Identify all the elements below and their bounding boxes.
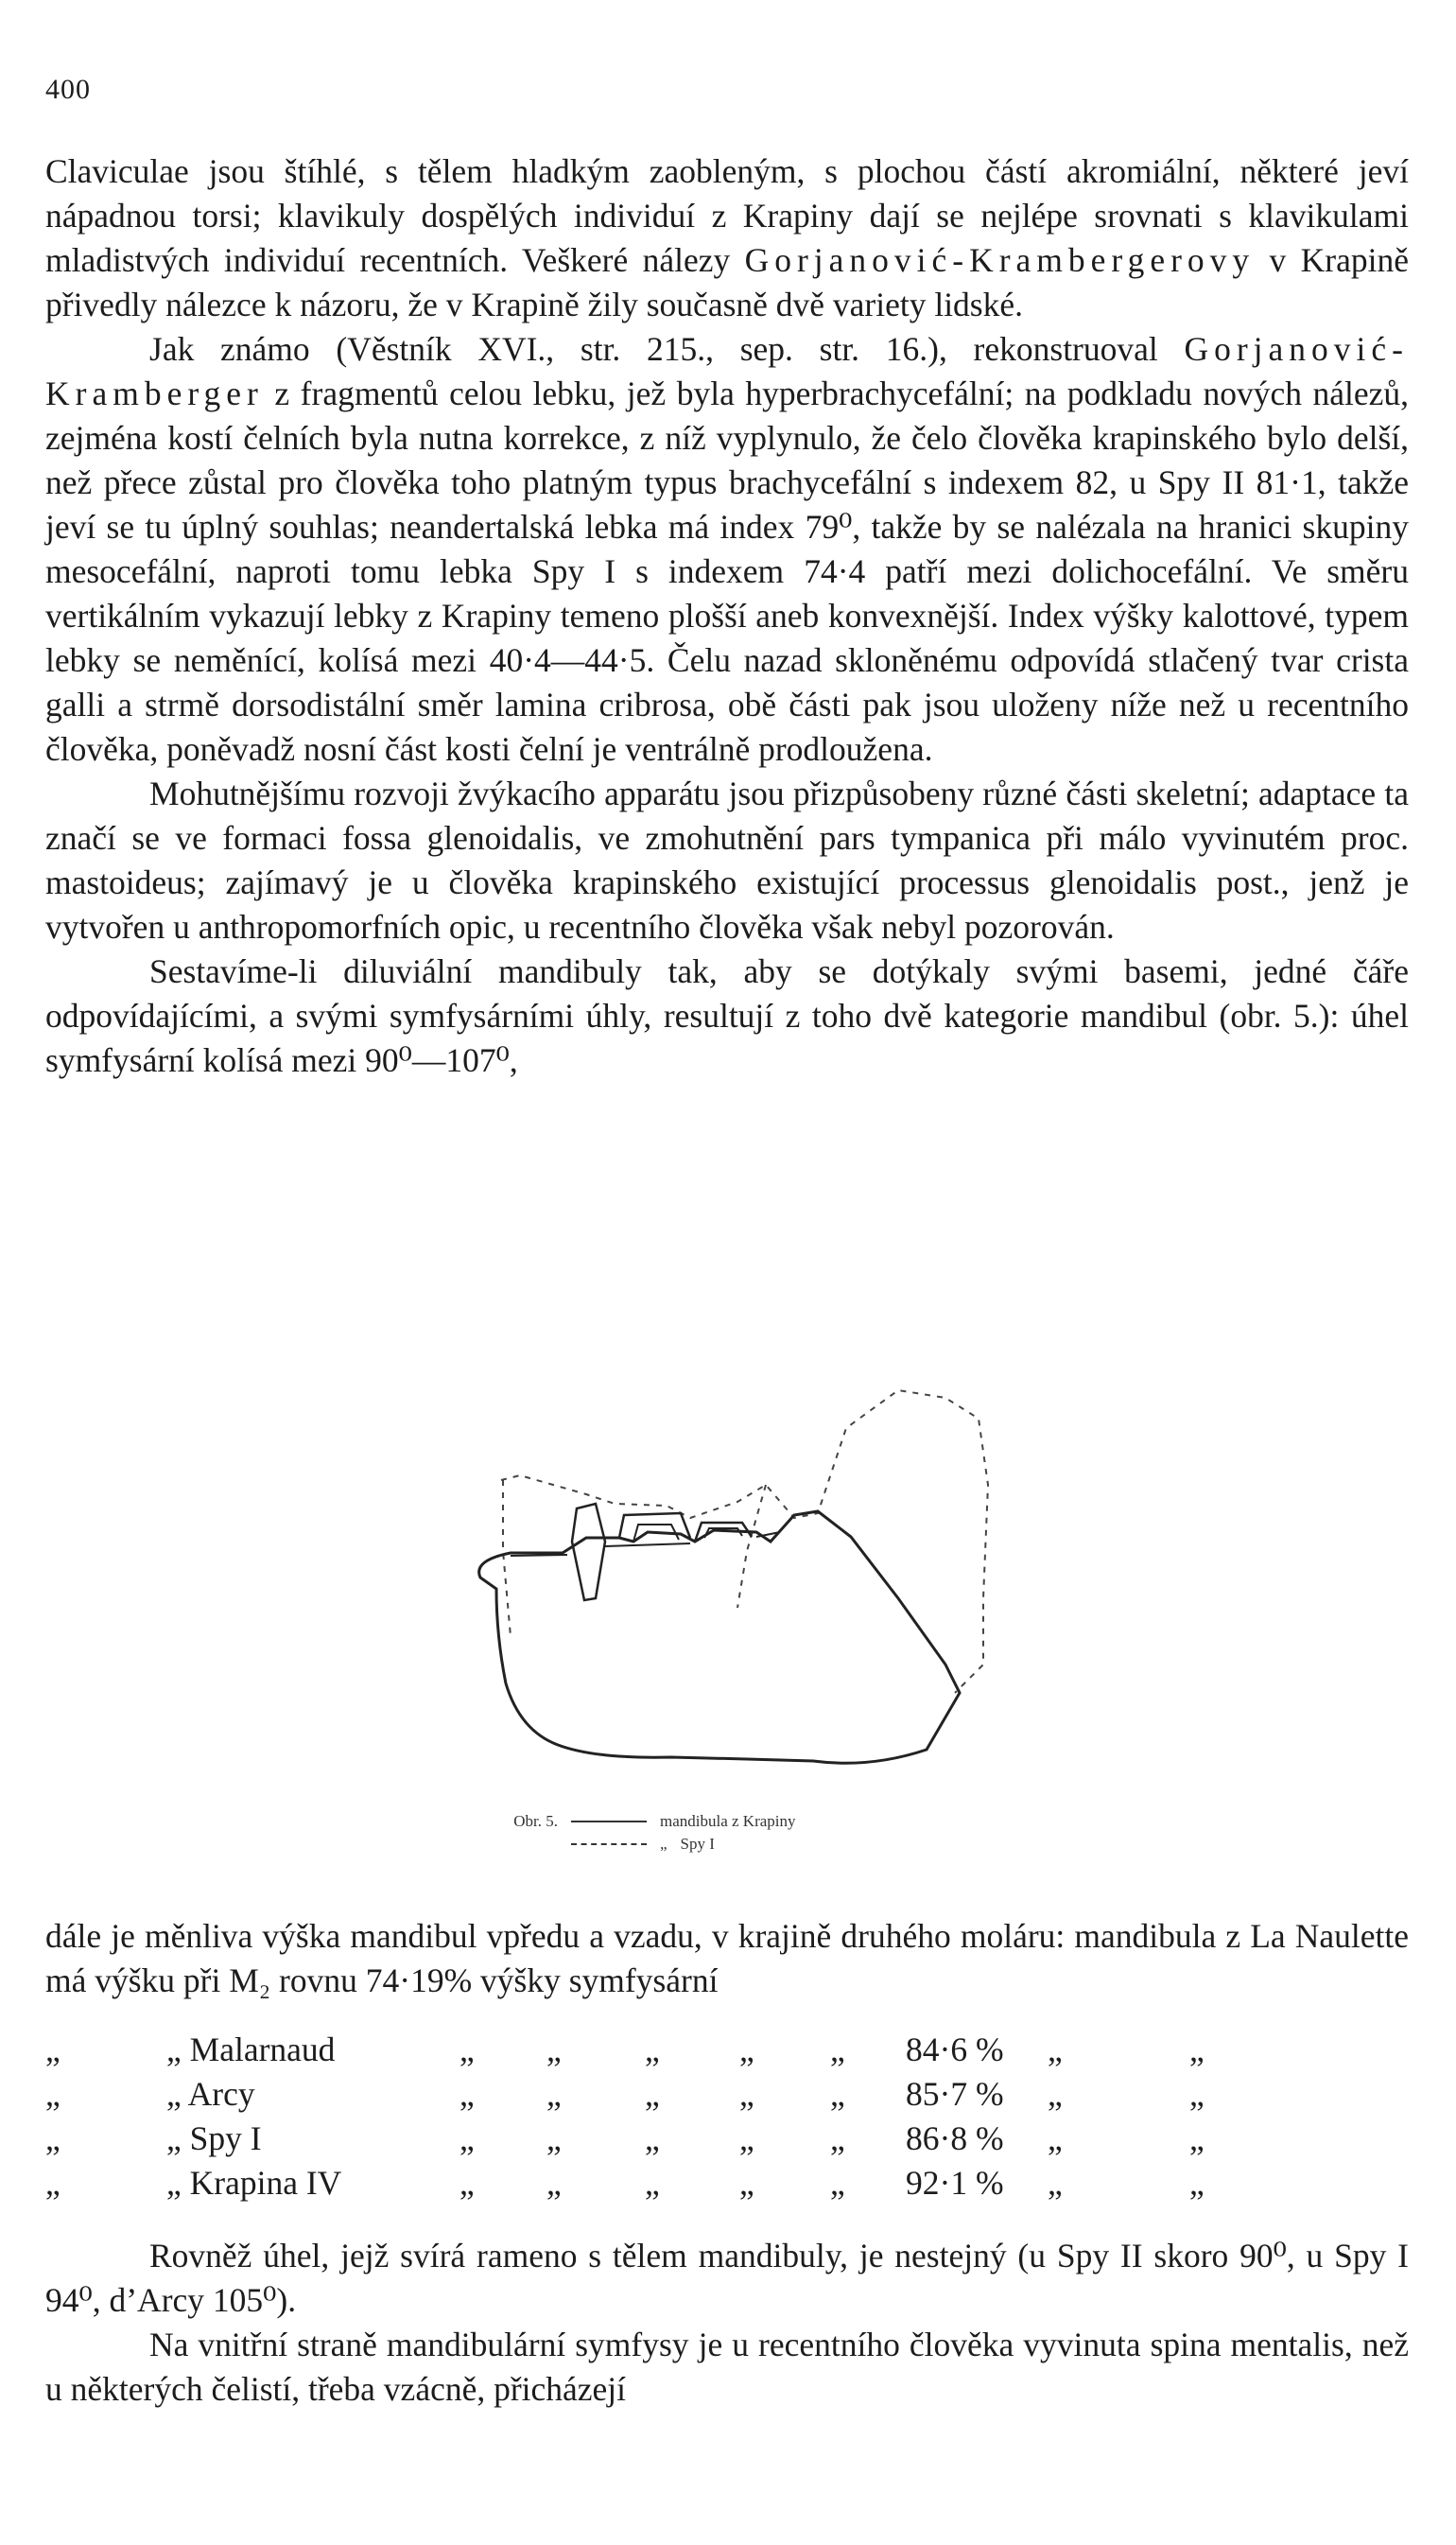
ditto-mark: „ (1048, 2075, 1063, 2113)
text-block-after-figure (45, 1914, 1409, 2003)
text-run: Jak známo (Věstník XVI., str. 215., sep. str. 16.), rekonstruoval (149, 330, 1185, 368)
ditto-site-name: „ Krapina IV (166, 2164, 342, 2202)
ditto-site-name: „ Malarnaud (166, 2031, 336, 2068)
paragraph-reconstruction (45, 327, 1409, 772)
paragraph-spina-mentalis: Na vnitřní straně mandibulární symfysy je u recentního člověka vyvinuta spina mentalis, než u některých čelistí, třeba vzácně, přicházejí (45, 2326, 1409, 2408)
ditto-table (45, 2028, 1409, 2205)
legend-dashed-ditto: „ (660, 1835, 667, 1853)
ditto-mark: „ (546, 2031, 562, 2068)
ditto-value: 84·6 % (906, 2031, 1004, 2068)
text-run: Mohutnějšímu rozvoji žvýkacího apparátu jsou přizpůsobeny různé části skeletní; adaptace ta značí se ve formaci fossa glenoidalis, ve zmohutnění pars tympanica při málo vyvinutém proc. mastoideus; zajímavý je u člověka krapinského existující processus glenoidalis post., jenž je vytvořen u anthropomorfních opic, u recentního člověka však nebyl pozorován. (45, 775, 1409, 946)
page-number: 400 (45, 74, 91, 105)
ditto-mark: „ (546, 2119, 562, 2157)
ditto-mark: „ (739, 2164, 754, 2202)
ditto-mark: „ (739, 2119, 754, 2157)
text-run: z fragmentů celou lebku, jež byla hyperbrachycefální; na podkladu nových nálezů, zejména kostí čelních byla nutna korrekce, z níž vyplynulo, že čelo člověka krapinského bylo delší, než přece zůstal pro člověka toho platným typus brachycefální s indexem 82, u Spy II 81·1, takže jeví se tu úplný souhlas; neandertalská lebka má index 79⁰, takže by se nalézala na hranici skupiny mesocefální, naproti tomu lebka Spy I s indexem 74·4 patří mezi dolichocefální. Ve směru vertikálním vykazují lebky z Krapiny temeno plošší aneb konvexnější. Index výšky kalottové, typem lebky se neměnící, kolísá mezi 40·4—44·5. Čelu nazad skloněnému odpovídá stlačený tvar crista galli a strmě dorsodistální směr lamina cribrosa, obě části pak jsou uloženy níže než u recentního člověka, poněvadž nosní část kosti čelní je ventrálně prodloužena. (45, 375, 1409, 768)
spy-i-dashed-ramus (737, 1485, 766, 1608)
paragraph-mandible-height: dále je měnliva výška mandibul vpředu a vzadu, v krajině druhého moláru: mandibula z La Naulette má výšku při M₂ rovnu 74·19% výšky symfysární (45, 1917, 1409, 1999)
tooth-incisor (572, 1504, 605, 1600)
ditto-mark: „ (1189, 2031, 1205, 2068)
paragraph-mandibles (45, 950, 1409, 1083)
ditto-mark: „ (830, 2075, 845, 2113)
legend-dashed-text: Spy I (680, 1835, 715, 1853)
ditto-mark: „ (459, 2031, 475, 2068)
ditto-mark: „ (546, 2164, 562, 2202)
ditto-mark: „ (45, 2119, 61, 2157)
legend-solid-text: mandibula z Krapiny (660, 1812, 796, 1830)
author-name-spaced: Gorjanović-Kramberger (45, 330, 1409, 412)
ditto-mark: „ (739, 2075, 754, 2113)
ditto-mark: „ (1189, 2075, 1205, 2113)
ditto-row (45, 2161, 1409, 2205)
caption-row-solid (501, 1810, 796, 1833)
text-run: Claviculae jsou štíhlé, s tělem hladkým zaobleným, s plochou částí akromiální, některé jeví nápadnou torsi; klavikuly dospělých individuí z Krapiny dají se nejlépe srovnati s klavikulami mladistvých individuí recentních. Veškeré nálezy (45, 152, 1409, 279)
ditto-mark: „ (45, 2075, 61, 2113)
text-run: v Krapině přivedly nálezce k názoru, že v Krapině žily současně dvě variety lidské. (45, 241, 1409, 323)
ditto-mark: „ (45, 2031, 61, 2068)
ditto-value: 92·1 % (906, 2164, 1004, 2202)
ditto-mark: „ (1048, 2164, 1063, 2202)
mandible-outline-figure (454, 1352, 1040, 1835)
ditto-row (45, 2028, 1409, 2072)
legend-dashed-line (571, 1843, 647, 1845)
author-name-spaced: Gorjanović-Krambergerovy (744, 241, 1256, 279)
ditto-mark: „ (830, 2164, 845, 2202)
legend-solid-line (571, 1821, 647, 1822)
ditto-mark: „ (1048, 2119, 1063, 2157)
ditto-site-name: „ Arcy (166, 2075, 255, 2113)
paragraph-claviculae (45, 149, 1409, 327)
ditto-mark: „ (1189, 2164, 1205, 2202)
ditto-row (45, 2072, 1409, 2117)
ditto-mark: „ (45, 2164, 61, 2202)
ditto-mark: „ (645, 2031, 660, 2068)
figure-caption (501, 1810, 796, 1856)
caption-row-dashed (501, 1833, 796, 1856)
spy-i-dashed-outline (501, 1390, 988, 1693)
ditto-site-name: „ Spy I (166, 2119, 262, 2157)
ditto-mark: „ (739, 2031, 754, 2068)
paragraph-chewing-apparatus (45, 772, 1409, 950)
text-run: Sestavíme-li diluviální mandibuly tak, aby se dotýkaly svými basemi, jedné čáře odpovídajícími, a svými symfysárními úhly, resultují z toho dvě kategorie mandibul (obr. 5.): úhel symfysární kolísá mezi 90⁰—107⁰, (45, 952, 1409, 1079)
paragraph-ramus-angle: Rovněž úhel, jejž svírá rameno s tělem mandibuly, je nestejný (u Spy II skoro 90⁰, u Spy I 94⁰, d’Arcy 105⁰). (45, 2237, 1409, 2319)
caption-label: Obr. 5. (513, 1812, 558, 1830)
ditto-mark: „ (645, 2164, 660, 2202)
ditto-value: 86·8 % (906, 2119, 1004, 2157)
krapina-solid-outline (479, 1511, 960, 1763)
ditto-row (45, 2117, 1409, 2161)
ditto-mark: „ (459, 2075, 475, 2113)
ditto-value: 85·7 % (906, 2075, 1004, 2113)
text-block-top (45, 149, 1409, 1083)
text-block-bottom (45, 2234, 1409, 2412)
ditto-mark: „ (830, 2031, 845, 2068)
ditto-mark: „ (1048, 2031, 1063, 2068)
ditto-mark: „ (459, 2164, 475, 2202)
spy-i-dashed-front (503, 1480, 511, 1636)
ditto-mark: „ (830, 2119, 845, 2157)
ditto-mark: „ (645, 2075, 660, 2113)
ditto-mark: „ (546, 2075, 562, 2113)
ditto-mark: „ (645, 2119, 660, 2157)
ditto-mark: „ (1189, 2119, 1205, 2157)
ditto-mark: „ (459, 2119, 475, 2157)
